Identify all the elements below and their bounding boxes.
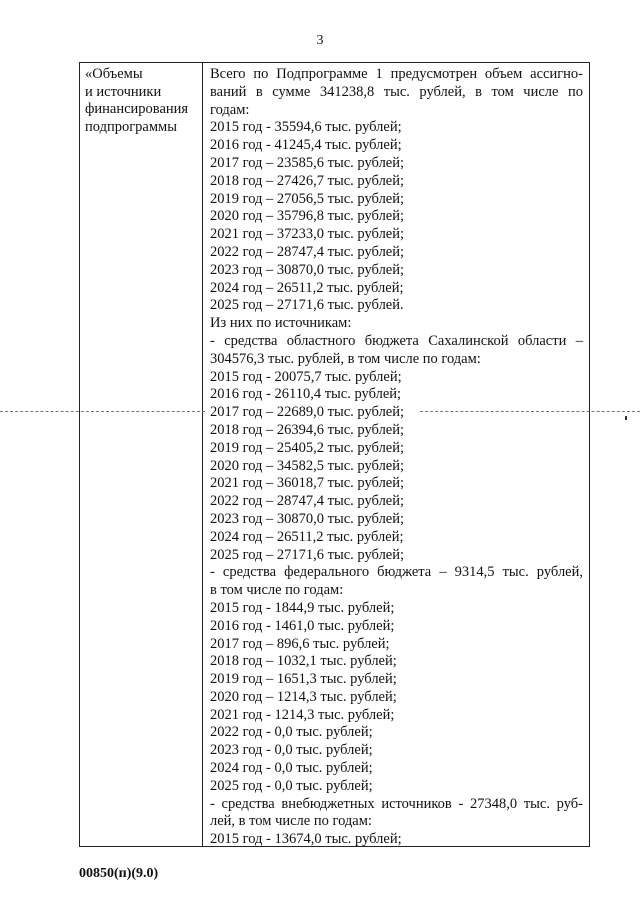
funding-text-line: 2019 год – 25405,2 тыс. рублей; — [210, 439, 405, 456]
funding-text-line: 2023 год – 30870,0 тыс. рублей; — [210, 261, 405, 278]
funding-text-line: ваний в сумме 341238,8 тыс. рублей, в том числе по — [210, 83, 583, 100]
funding-text-line: 2021 год – 36018,7 тыс. рублей; — [210, 475, 405, 492]
label-line: подпрограммы — [85, 118, 177, 135]
funding-table — [79, 62, 590, 847]
funding-text-line: - средства федерального бюджета – 9314,5 тыс. рублей, — [210, 564, 583, 581]
funding-text-line: в том числе по годам: — [210, 582, 344, 599]
funding-text-line: 2019 год – 27056,5 тыс. рублей; — [210, 190, 405, 207]
funding-text-line: 2019 год – 1651,3 тыс. рублей; — [210, 671, 397, 688]
page-number: 3 — [316, 33, 324, 48]
funding-text-line: 2022 год - 0,0 тыс. рублей; — [210, 724, 373, 741]
funding-text-line: 2020 год – 34582,5 тыс. рублей; — [210, 457, 405, 474]
funding-text-line: Всего по Подпрограмме 1 предусмотрен объем ассигно- — [210, 66, 583, 82]
funding-text-line: 2023 год – 30870,0 тыс. рублей; — [210, 510, 405, 527]
funding-text-line: 2021 год - 1214,3 тыс. рублей; — [210, 706, 395, 723]
funding-text-line: 2016 год - 26110,4 тыс. рублей; — [210, 386, 402, 403]
funding-text-line: - средства внебюджетных источников - 27348,0 тыс. руб- — [210, 795, 583, 812]
funding-text-line: - средства областного бюджета Сахалинской области – — [210, 332, 583, 349]
funding-text-line: 2025 год – 27171,6 тыс. рублей. — [210, 297, 404, 314]
funding-text-line: 2015 год - 20075,7 тыс. рублей; — [210, 368, 402, 385]
funding-text-line: 2018 год – 1032,1 тыс. рублей; — [210, 653, 397, 670]
funding-text-line: 2025 год - 0,0 тыс. рублей; — [210, 777, 373, 794]
scan-dashed-line-left — [0, 411, 205, 412]
funding-text-line: 2023 год - 0,0 тыс. рублей; — [210, 742, 373, 759]
scan-dashed-line-right — [420, 411, 640, 412]
funding-text-line: 2020 год – 35796,8 тыс. рублей; — [210, 208, 405, 225]
table-content-cell — [203, 63, 589, 846]
funding-text-line: 2018 год – 26394,6 тыс. рублей; — [210, 421, 405, 438]
funding-text-line: Из них по источникам: — [210, 315, 352, 332]
funding-text-line: 2015 год - 35594,6 тыс. рублей; — [210, 119, 402, 136]
funding-text-line: 304576,3 тыс. рублей, в том числе по годам: — [210, 350, 481, 367]
funding-text-line: 2025 год – 27171,6 тыс. рублей; — [210, 546, 405, 563]
funding-text-line: 2015 год - 13674,0 тыс. рублей; — [210, 831, 402, 846]
funding-text-line: 2022 год – 28747,4 тыс. рублей; — [210, 243, 405, 260]
funding-text-line: 2024 год - 0,0 тыс. рублей; — [210, 760, 373, 777]
funding-text-line: 2024 год – 26511,2 тыс. рублей; — [210, 279, 404, 296]
funding-text-line: 2018 год – 27426,7 тыс. рублей; — [210, 172, 405, 189]
scan-artifact-mark — [625, 416, 627, 420]
funding-text-line: 2022 год – 28747,4 тыс. рублей; — [210, 493, 405, 510]
funding-text-line: годам: — [210, 101, 250, 118]
funding-text-line: 2016 год - 41245,4 тыс. рублей; — [210, 137, 402, 154]
label-line: и источники — [85, 83, 162, 100]
label-line: «Объемы — [85, 66, 143, 82]
funding-text-line: 2020 год – 1214,3 тыс. рублей; — [210, 688, 397, 705]
table-label-cell — [80, 63, 203, 846]
funding-text-line: 2015 год - 1844,9 тыс. рублей; — [210, 599, 395, 616]
footer-document-code: 00850(п)(9.0) — [79, 866, 159, 881]
funding-text-line: 2021 год – 37233,0 тыс. рублей; — [210, 226, 405, 243]
funding-text-line: 2024 год – 26511,2 тыс. рублей; — [210, 528, 404, 545]
label-line: финансирования — [85, 101, 189, 117]
funding-text-line: лей, в том числе по годам: — [210, 813, 372, 830]
funding-text-line: 2017 год – 896,6 тыс. рублей; — [210, 635, 390, 652]
funding-text-line: 2016 год - 1461,0 тыс. рублей; — [210, 617, 395, 634]
funding-text-line: 2017 год – 22689,0 тыс. рублей; — [210, 404, 405, 421]
funding-text-line: 2017 год – 23585,6 тыс. рублей; — [210, 154, 405, 171]
